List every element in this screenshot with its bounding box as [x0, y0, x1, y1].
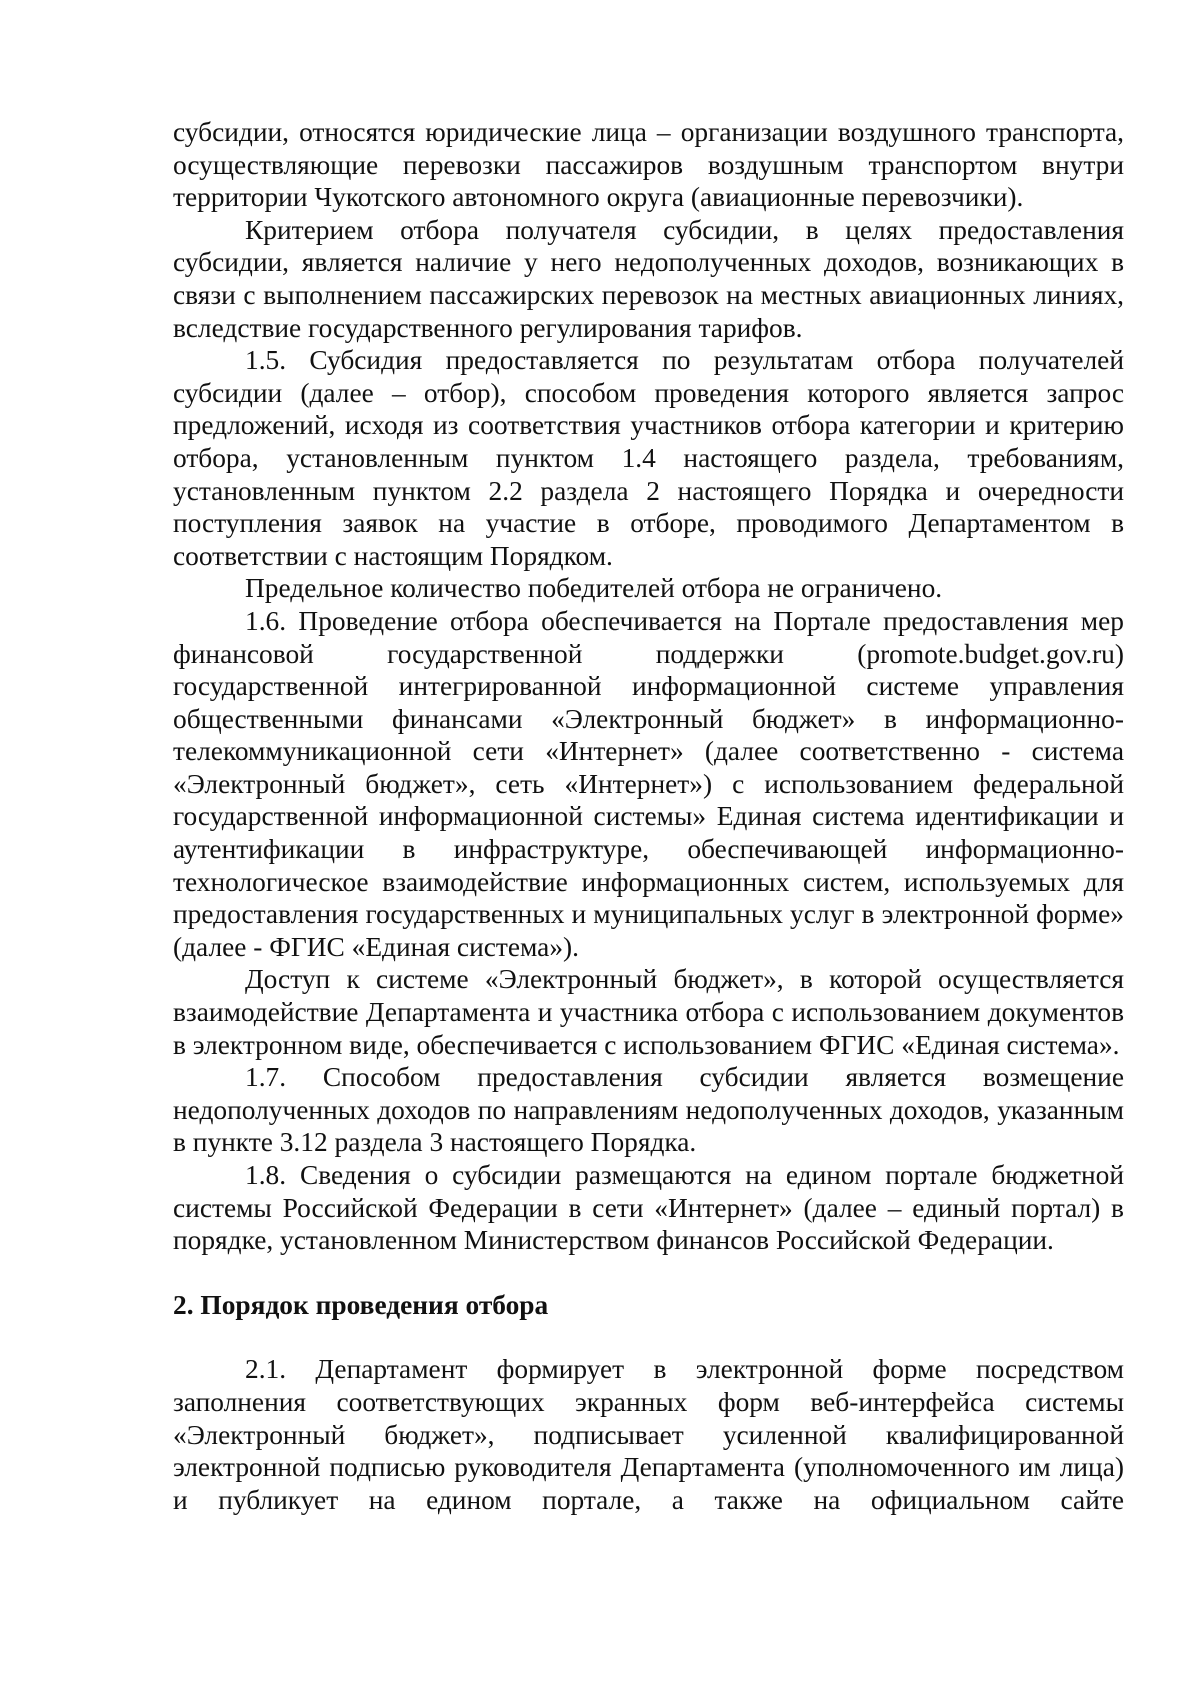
document-body: [173, 116, 1124, 1516]
paragraph-1-5: 1.5. Субсидия предоставляется по результатам отбора получателей субсидии (далее – отбор), способом проведения которого является запрос предложений, исходя из соответствия участников отбора категории и критерию отбора, установленным пунктом 1.4 настоящего раздела, требованиям, установленным пунктом 2.2 раздела 2 настоящего Порядка и очередности поступления заявок на участие в отборе, проводимого Департаментом в соответствии с настоящим Порядком.: [173, 345, 1124, 571]
paragraph-system-access: Доступ к системе «Электронный бюджет», в которой осуществляется взаимодействие Департамента и участника отбора с использованием документов в электронном виде, обеспечивается с использованием ФГИС «Единая система».: [173, 964, 1124, 1060]
paragraph-subsidy-recipients: субсидии, относятся юридические лица – организации воздушного транспорта, осуществляющие перевозки пассажиров воздушным транспортом внутри территории Чукотского автономного округа (авиационные перевозчики).: [173, 117, 1124, 213]
section-heading: 2. Порядок проведения отбора: [173, 1289, 549, 1320]
paragraph-2-1: 2.1. Департамент формирует в электронной форме посредством заполнения соответствующих экранных форм веб-интерфейса системы «Электронный бюджет», подписывает усиленной квалифицированной электронной подписью руководителя Департамента (уполномоченного им лица) и публикует на едином портале, а также на официальном сайте: [173, 1354, 1124, 1515]
paragraph-selection-criterion: Критерием отбора получателя субсидии, в целях предоставления субсидии, является наличие у него недополученных доходов, возникающих в связи с выполнением пассажирских перевозок на местных авиационных линиях, вследствие государственного регулирования тарифов.: [173, 214, 1124, 343]
paragraph-1-6: 1.6. Проведение отбора обеспечивается на Портале предоставления мер финансовой государственной поддержки (promote.budget.gov.ru) государственной интегрированной информационной системе управления общественными финансами «Электронный бюджет» в информационно-телекоммуникационной сети «Интернет» (далее соответственно - система «Электронный бюджет», сеть «Интернет») с использованием федеральной государственной информационной системы» Единая система идентификации и аутентификации в инфраструктуре, обеспечивающей информационно-технологическое взаимодействие информационных систем, используемых для предоставления государственных и муниципальных услуг в электронной форме» (далее - ФГИС «Единая система»).: [173, 605, 1124, 962]
paragraph-winners-limit: Предельное количество победителей отбора не ограничено.: [245, 573, 943, 604]
paragraph-1-8: 1.8. Сведения о субсидии размещаются на едином портале бюджетной системы Российской Федерации в сети «Интернет» (далее – единый портал) в порядке, установленном Министерством финансов Российской Федерации.: [173, 1160, 1124, 1256]
paragraph-1-7: 1.7. Способом предоставления субсидии является возмещение недополученных доходов по направлениям недополученных доходов, указанным в пункте 3.12 раздела 3 настоящего Порядка.: [173, 1062, 1124, 1158]
